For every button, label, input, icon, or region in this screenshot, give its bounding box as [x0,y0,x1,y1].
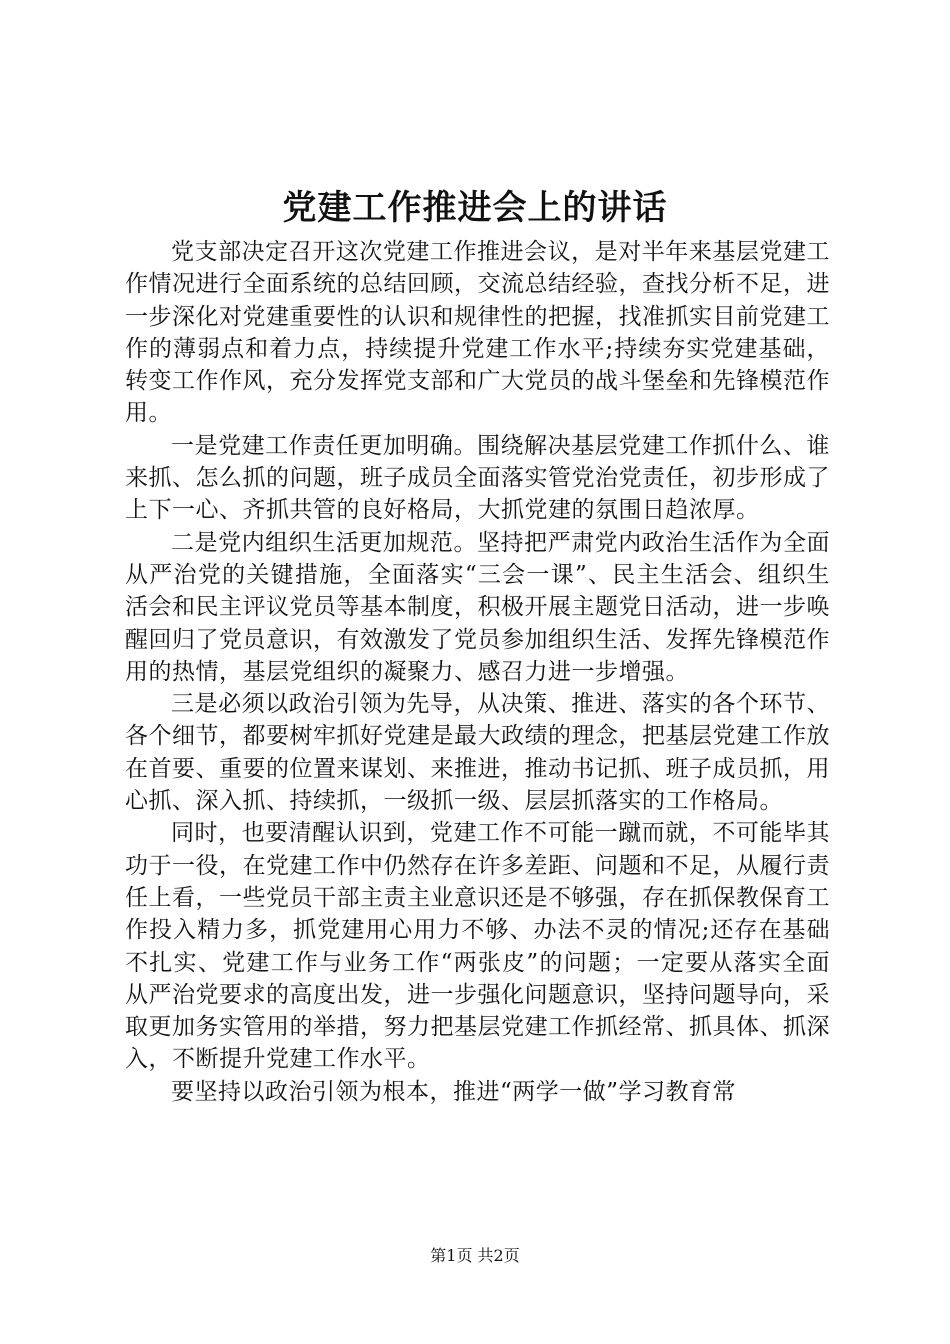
paragraph-5: 同时，也要清醒认识到，党建工作不可能一蹴而就，不可能毕其功于一役，在党建工作中仍然存在许多差距、问题和不足，从履行责任上看，一些党员干部主责主业意识还是不够强，存在抓保教保育工作投入精力多，抓党建用心用力不够、办法不灵的情况;还存在基础不扎实、党建工作与业务工作“两张皮”的问题；一定要从落实全面从严治党要求的高度出发，进一步强化问题意识，坚持问题导向，采取更加务实管用的举措，努力把基层党建工作抓经常、抓具体、抓深入，不断提升党建工作水平。 [125,820,830,1073]
document-body [125,236,830,1108]
paragraph-3: 二是党内组织生活更加规范。坚持把严肃党内政治生活作为全面从严治党的关键措施，全面落实“三会一课”、民主生活会、组织生活会和民主评议党员等基本制度，积极开展主题党日活动，进一步唤醒回归了党员意识，有效激发了党员参加组织生活、发挥先锋模范作用的热情，基层党组织的凝聚力、感召力进一步增强。 [125,529,830,685]
paragraph-1: 党支部决定召开这次党建工作推进会议，是对半年来基层党建工作情况进行全面系统的总结回顾，交流总结经验，查找分析不足，进一步深化对党建重要性的认识和规律性的把握，找准抓实目前党建工作的薄弱点和着力点，持续提升党建工作水平;持续夯实党建基础，转变工作作风，充分发挥党支部和广大党员的战斗堡垒和先锋模范作用。 [125,239,830,427]
paragraph-6: 要坚持以政治引领为根本，推进“两学一做”学习教育常 [171,1078,737,1105]
paragraph-4: 三是必须以政治引领为先导，从决策、推进、落实的各个环节、各个细节，都要树牢抓好党建是最大政绩的理念，把基层党建工作放在首要、重要的位置来谋划、来推进，推动书记抓、班子成员抓，用心抓、深入抓、持续抓，一级抓一级、层层抓落实的工作格局。 [125,691,830,815]
page-footer: 第1页 共2页 [430,1246,520,1265]
document-title: 党建工作推进会上的讲话 [282,188,668,228]
paragraph-2: 一是党建工作责任更加明确。围绕解决基层党建工作抓什么、谁来抓、怎么抓的问题，班子成员全面落实管党治党责任，初步形成了上下一心、齐抓共管的良好格局，大抓党建的氛围日趋浓厚。 [125,432,830,524]
